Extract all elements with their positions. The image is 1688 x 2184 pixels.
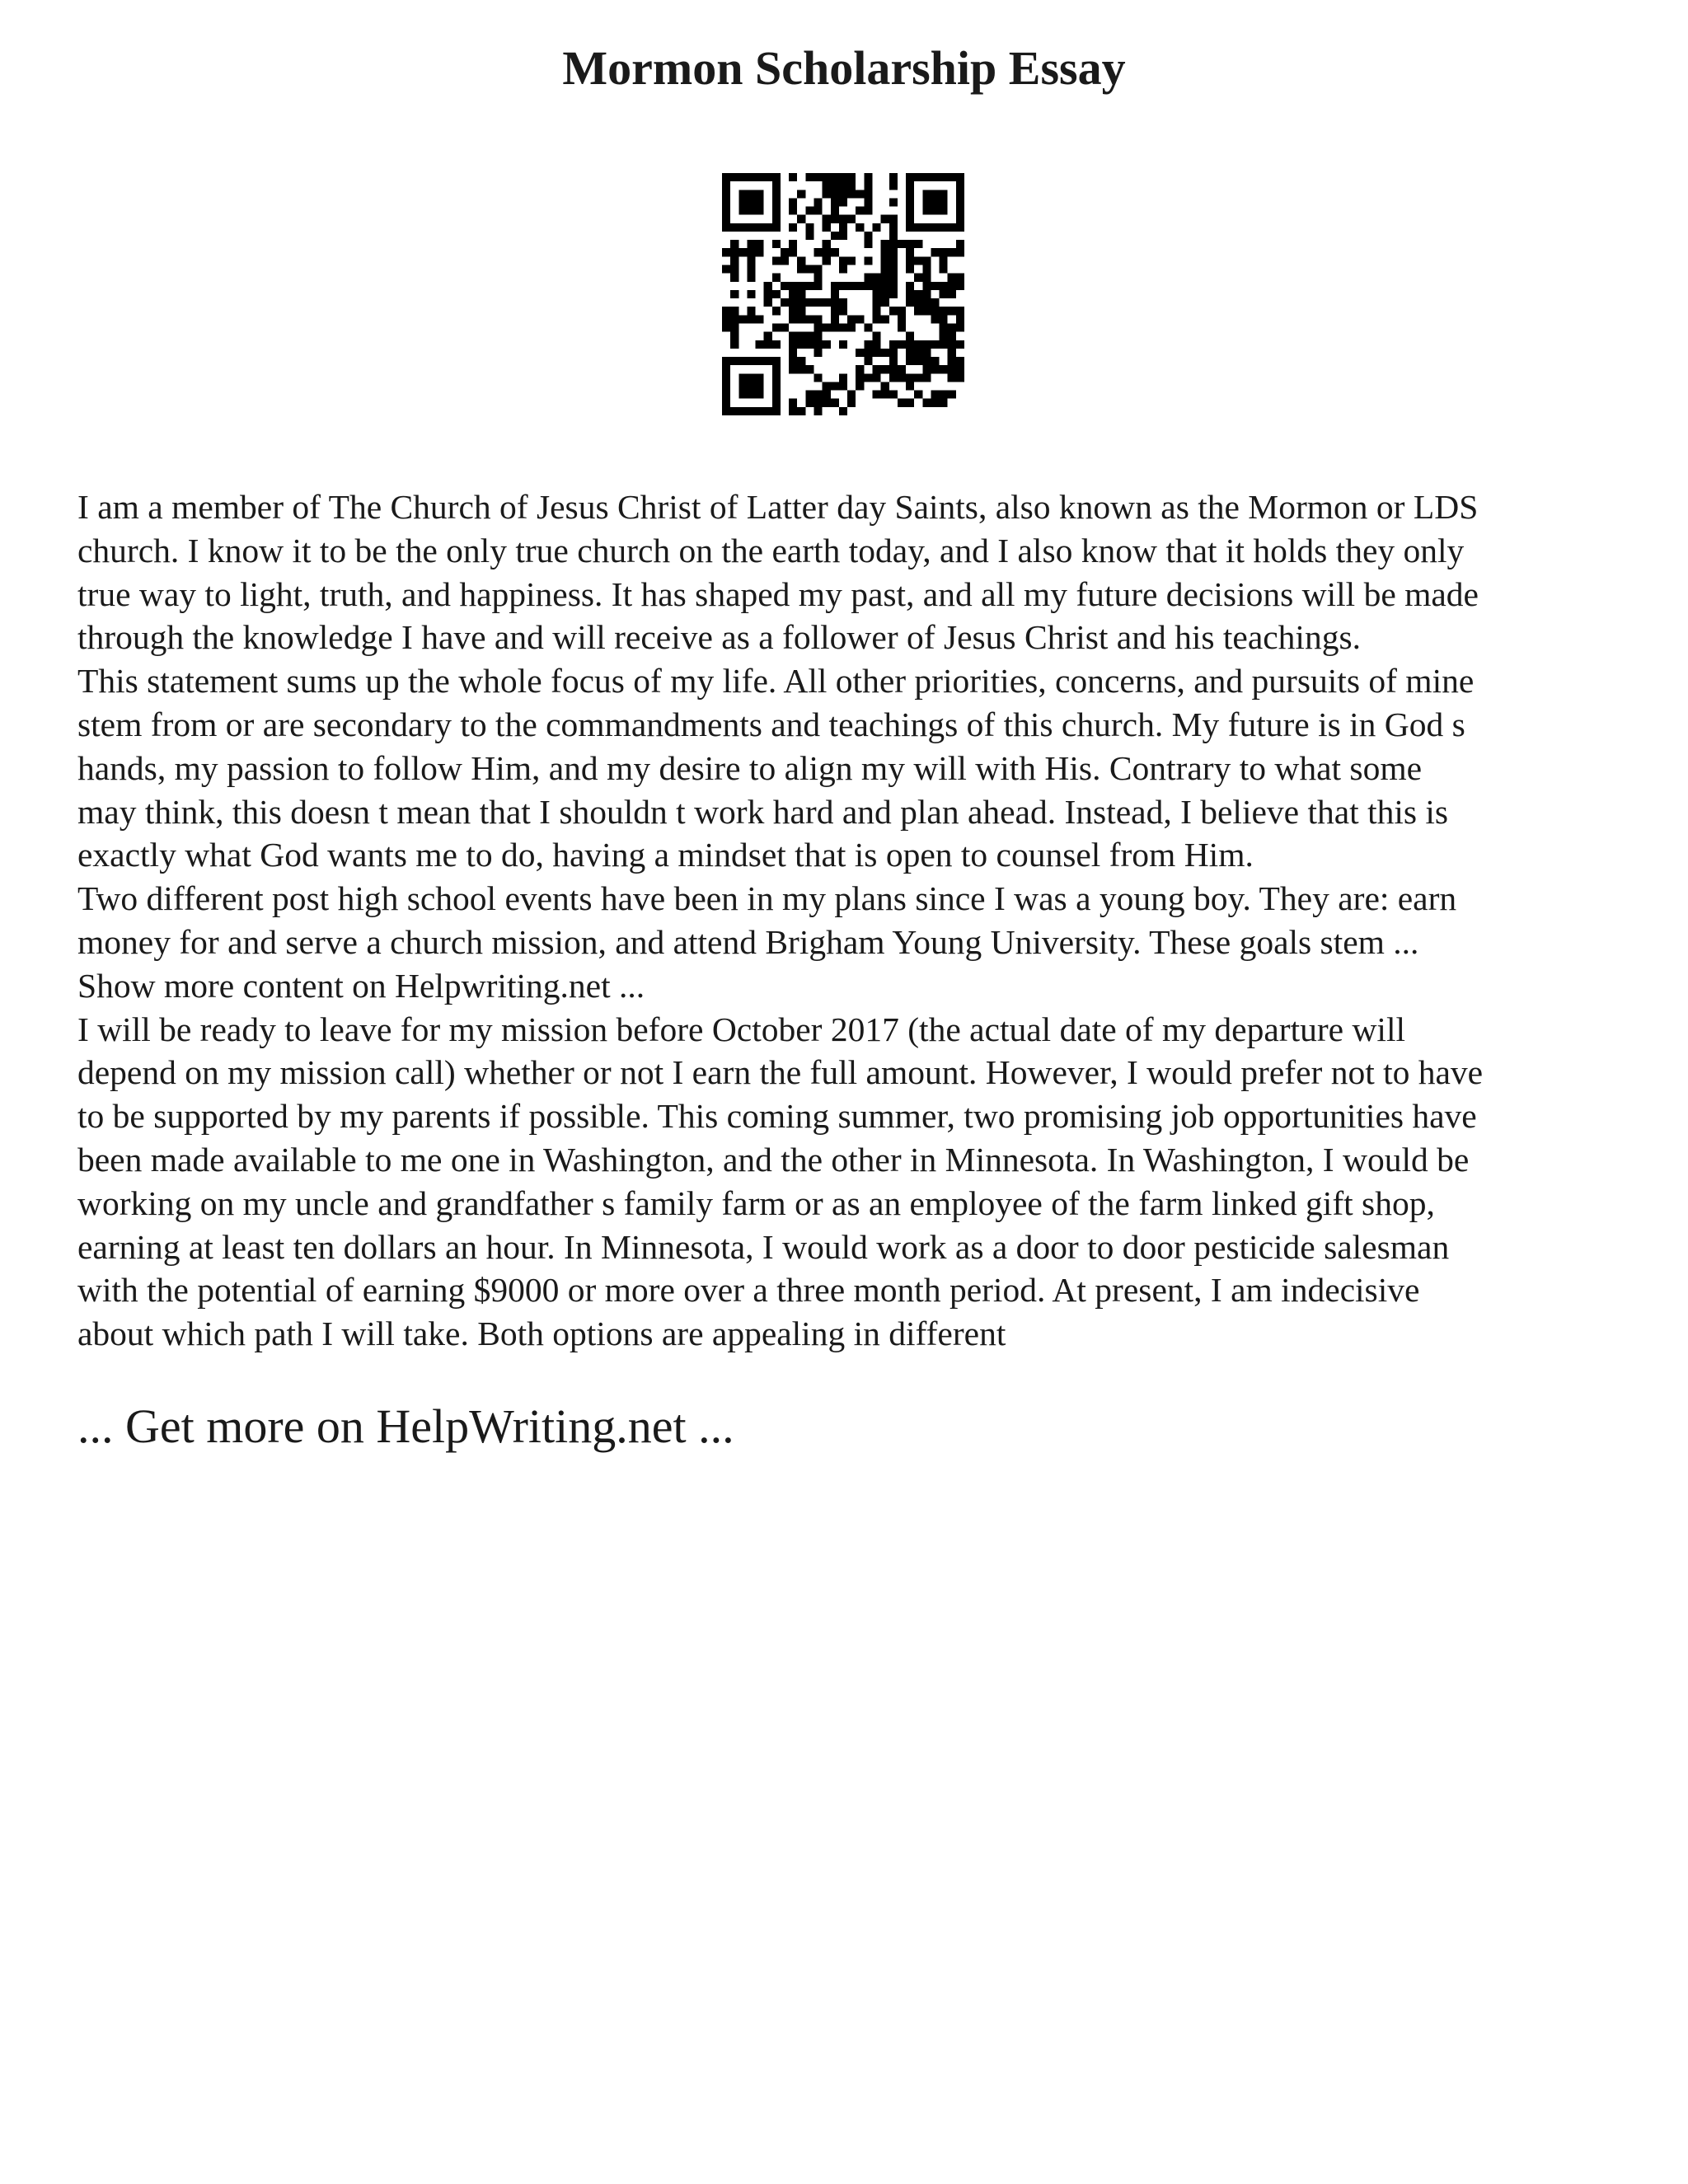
essay-line: true way to light, truth, and happiness. It has shaped my past, and all my future decisions will be made xyxy=(77,574,1479,613)
get-more-link[interactable]: ... Get more on HelpWriting.net ... xyxy=(77,1399,734,1453)
essay-line: about which path I will take. Both options are appealing in different xyxy=(77,1315,1006,1353)
essay-line: Show more content on Helpwriting.net ... xyxy=(77,966,645,1005)
essay-line: church. I know it to be the only true church on the earth today, and I also know that it holds they only xyxy=(77,531,1465,569)
essay-line: depend on my mission call) whether or not I earn the full amount. However, I would prefer not to have xyxy=(77,1053,1484,1092)
essay-line: I will be ready to leave for my mission before October 2017 (the actual date of my departure will xyxy=(77,1010,1406,1048)
essay-line: This statement sums up the whole focus of my life. All other priorities, concerns, and pursuits of mine xyxy=(77,662,1475,701)
essay-line: to be supported by my parents if possible. This coming summer, two promising job opportunities have xyxy=(77,1097,1477,1136)
essay-line: hands, my passion to follow Him, and my desire to align my will with His. Contrary to what some xyxy=(77,748,1423,787)
essay-line: with the potential of earning $9000 or more over a three month period. At present, I am indecisive xyxy=(77,1271,1420,1310)
essay-line: stem from or are secondary to the commandments and teachings of this church. My future is in God s xyxy=(77,705,1465,743)
essay-line: may think, this doesn t mean that I shouldn t work hard and plan ahead. Instead, I believe that this is xyxy=(77,792,1449,831)
essay-line: exactly what God wants me to do, having a mindset that is open to counsel from Him. xyxy=(77,836,1254,874)
essay-line: money for and serve a church mission, and attend Brigham Young University. These goals stem ... xyxy=(77,922,1419,961)
qr-code-graphic xyxy=(722,173,964,415)
essay-line: earning at least ten dollars an hour. In Minnesota, I would work as a door to door pesticide salesman xyxy=(77,1227,1450,1266)
essay-line: working on my uncle and grandfather s family farm or as an employee of the farm linked gift shop, xyxy=(77,1183,1435,1222)
qr-code-icon xyxy=(722,173,964,415)
essay-line: been made available to me one in Washington, and the other in Minnesota. In Washington, I would be xyxy=(77,1140,1470,1179)
essay-line: Two different post high school events have been in my plans since I was a young boy. They are: earn xyxy=(77,879,1457,918)
page-title: Mormon Scholarship Essay xyxy=(562,41,1126,95)
essay-line: I am a member of The Church of Jesus Christ of Latter day Saints, also known as the Mormon or LDS xyxy=(77,488,1479,526)
essay-body xyxy=(77,485,1635,1356)
essay-line: through the knowledge I have and will receive as a follower of Jesus Christ and his teachings. xyxy=(77,618,1361,657)
